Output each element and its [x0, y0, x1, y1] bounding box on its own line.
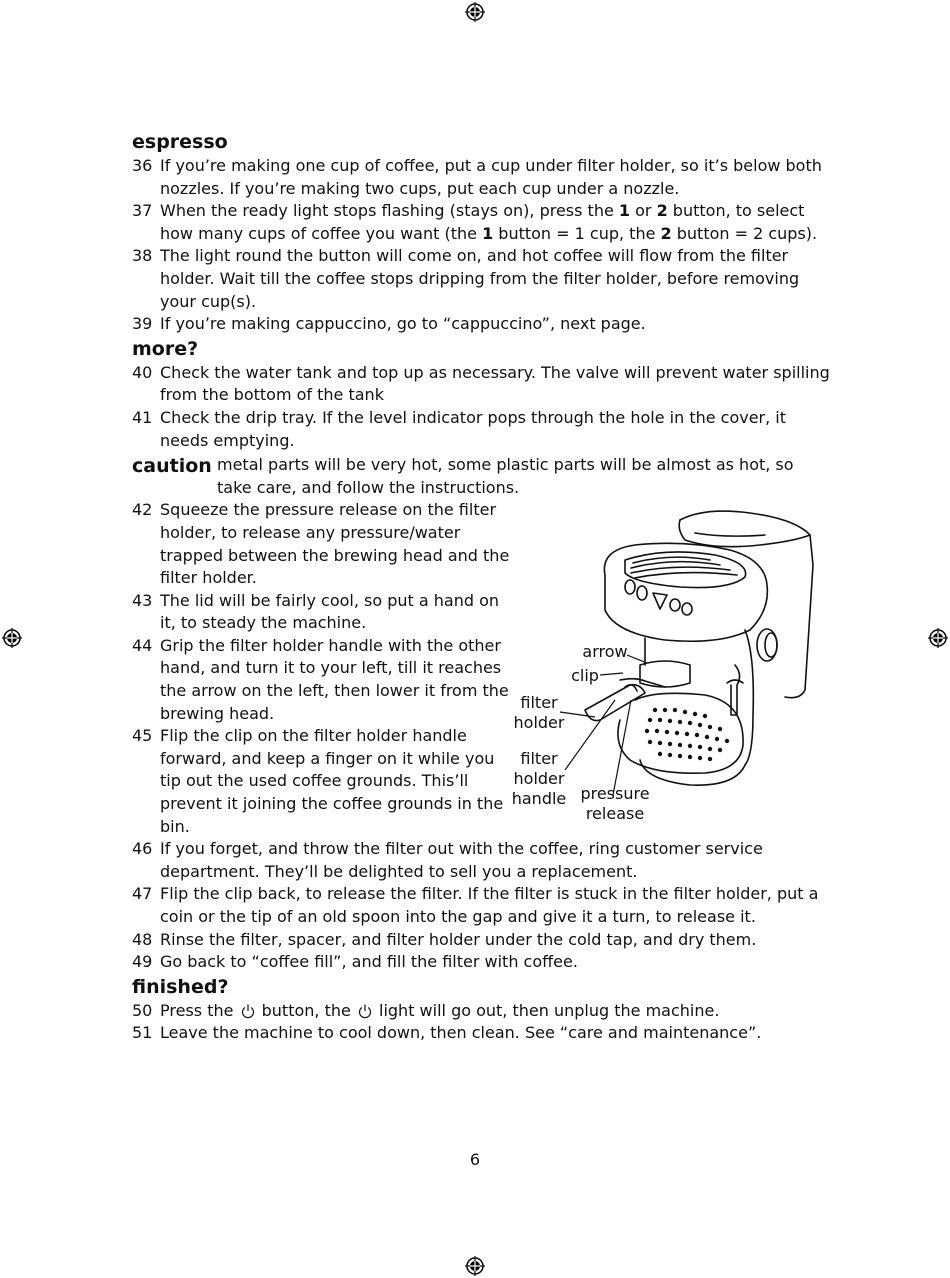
list-item: [132, 1000, 832, 1023]
step-number: 40: [132, 362, 153, 382]
registration-mark-icon: [465, 1256, 485, 1276]
list-item: [132, 245, 832, 313]
label-pressure-release: pressure release: [580, 784, 650, 823]
list-item: [132, 929, 832, 952]
step-number: 50: [132, 1000, 153, 1020]
step-number: 42: [132, 500, 153, 520]
step-number: 41: [132, 407, 153, 427]
step-text: Grip the filter holder handle with the other hand, and turn it to your left, till it reaches the arrow on the left, then lower it from the brewing head.: [160, 635, 509, 723]
list-item: [132, 155, 832, 200]
registration-mark-icon: [2, 628, 22, 648]
step-text: The lid will be fairly cool, so put a hand on it, to steady the machine.: [160, 590, 500, 633]
list-item: [132, 200, 832, 245]
step-text: Flip the clip on the filter holder handle forward, and keep a finger on it while you tip out the used coffee grounds. This’ll prevent it joining the coffee grounds in the bin.: [160, 726, 504, 836]
list-item: [132, 838, 832, 883]
step-number: 43: [132, 590, 153, 610]
step-text: When the ready light stops flashing (stays on), press the 1 or 2 button, to select how many cups of coffee you want (the 1 button = 1 cup, the 2 button = 2 cups).: [160, 201, 818, 243]
list-item: [132, 313, 832, 336]
label-arrow: arrow: [582, 642, 628, 661]
section-heading-more: more?: [132, 337, 199, 360]
step-number: 51: [132, 1023, 153, 1043]
list-item: [132, 1022, 832, 1045]
step-number: 45: [132, 726, 153, 746]
step-text: If you’re making one cup of coffee, put a cup under filter holder, so it’s below both nozzles. If you’re making two cups, put each cup under a nozzle.: [160, 156, 822, 198]
step-number: 39: [132, 314, 153, 334]
step-number: 47: [132, 884, 153, 904]
power-icon: [358, 1003, 372, 1019]
step-number: 46: [132, 839, 153, 859]
step-text: Squeeze the pressure release on the filter holder, to release any pressure/water trapped between the brewing head and the filter holder.: [160, 500, 510, 588]
step-text: Go back to “coffee fill”, and fill the filter with coffee.: [160, 952, 578, 972]
step-text: The light round the button will come on, and hot coffee will flow from the filter holder. Wait till the coffee stops dripping from the filter holder, before removing your cup(s).: [160, 246, 800, 311]
registration-mark-icon: [928, 628, 948, 648]
power-icon: [241, 1003, 255, 1019]
list-item: [132, 883, 832, 928]
step-text: Flip the clip back, to release the filter. If the filter is stuck in the filter holder, put a coin or the tip of an old spoon into the gap and give it a turn, to release it.: [160, 884, 819, 926]
label-filter-holder-handle: filter holder handle: [511, 749, 567, 808]
list-item: [132, 362, 832, 407]
label-clip: clip: [571, 666, 599, 685]
step-number: 38: [132, 246, 153, 266]
step-text: Rinse the filter, spacer, and filter holder under the cold tap, and dry them.: [160, 929, 757, 949]
step-text: Check the drip tray. If the level indicator pops through the hole in the cover, it needs emptying.: [160, 407, 787, 450]
step-number: 48: [132, 929, 153, 949]
label-filter-holder: filter holder: [513, 693, 565, 732]
section-heading-espresso: espresso: [132, 131, 228, 153]
list-item: [132, 951, 832, 974]
step-text: Press the button, the light will go out, then unplug the machine.: [160, 1000, 720, 1020]
step-number: 49: [132, 952, 153, 972]
caution-text: metal parts will be very hot, some plastic parts will be almost as hot, so take care, and follow the instructions.: [217, 455, 794, 497]
step-text: If you’re making cappuccino, go to “cappuccino”, next page.: [160, 314, 646, 334]
caution-note: [132, 454, 832, 499]
step-number: 37: [132, 201, 153, 221]
caution-label: caution: [132, 455, 212, 478]
step-text: Check the water tank and top up as necessary. The valve will prevent water spilling from the bottom of the tank: [160, 362, 830, 405]
section-heading-finished: finished?: [132, 975, 229, 998]
espresso-machine-illustration: [505, 505, 825, 835]
registration-mark-icon: [465, 2, 485, 22]
step-text: If you forget, and throw the filter out with the coffee, ring customer service department. They’ll be delighted to sell you a replacement.: [160, 839, 763, 881]
step-text: Leave the machine to cool down, then clean. See “care and maintenance”.: [160, 1023, 762, 1043]
step-number: 44: [132, 635, 153, 655]
page-number: 6: [469, 1150, 481, 1169]
step-number: 36: [132, 156, 153, 175]
list-item: [132, 407, 832, 452]
